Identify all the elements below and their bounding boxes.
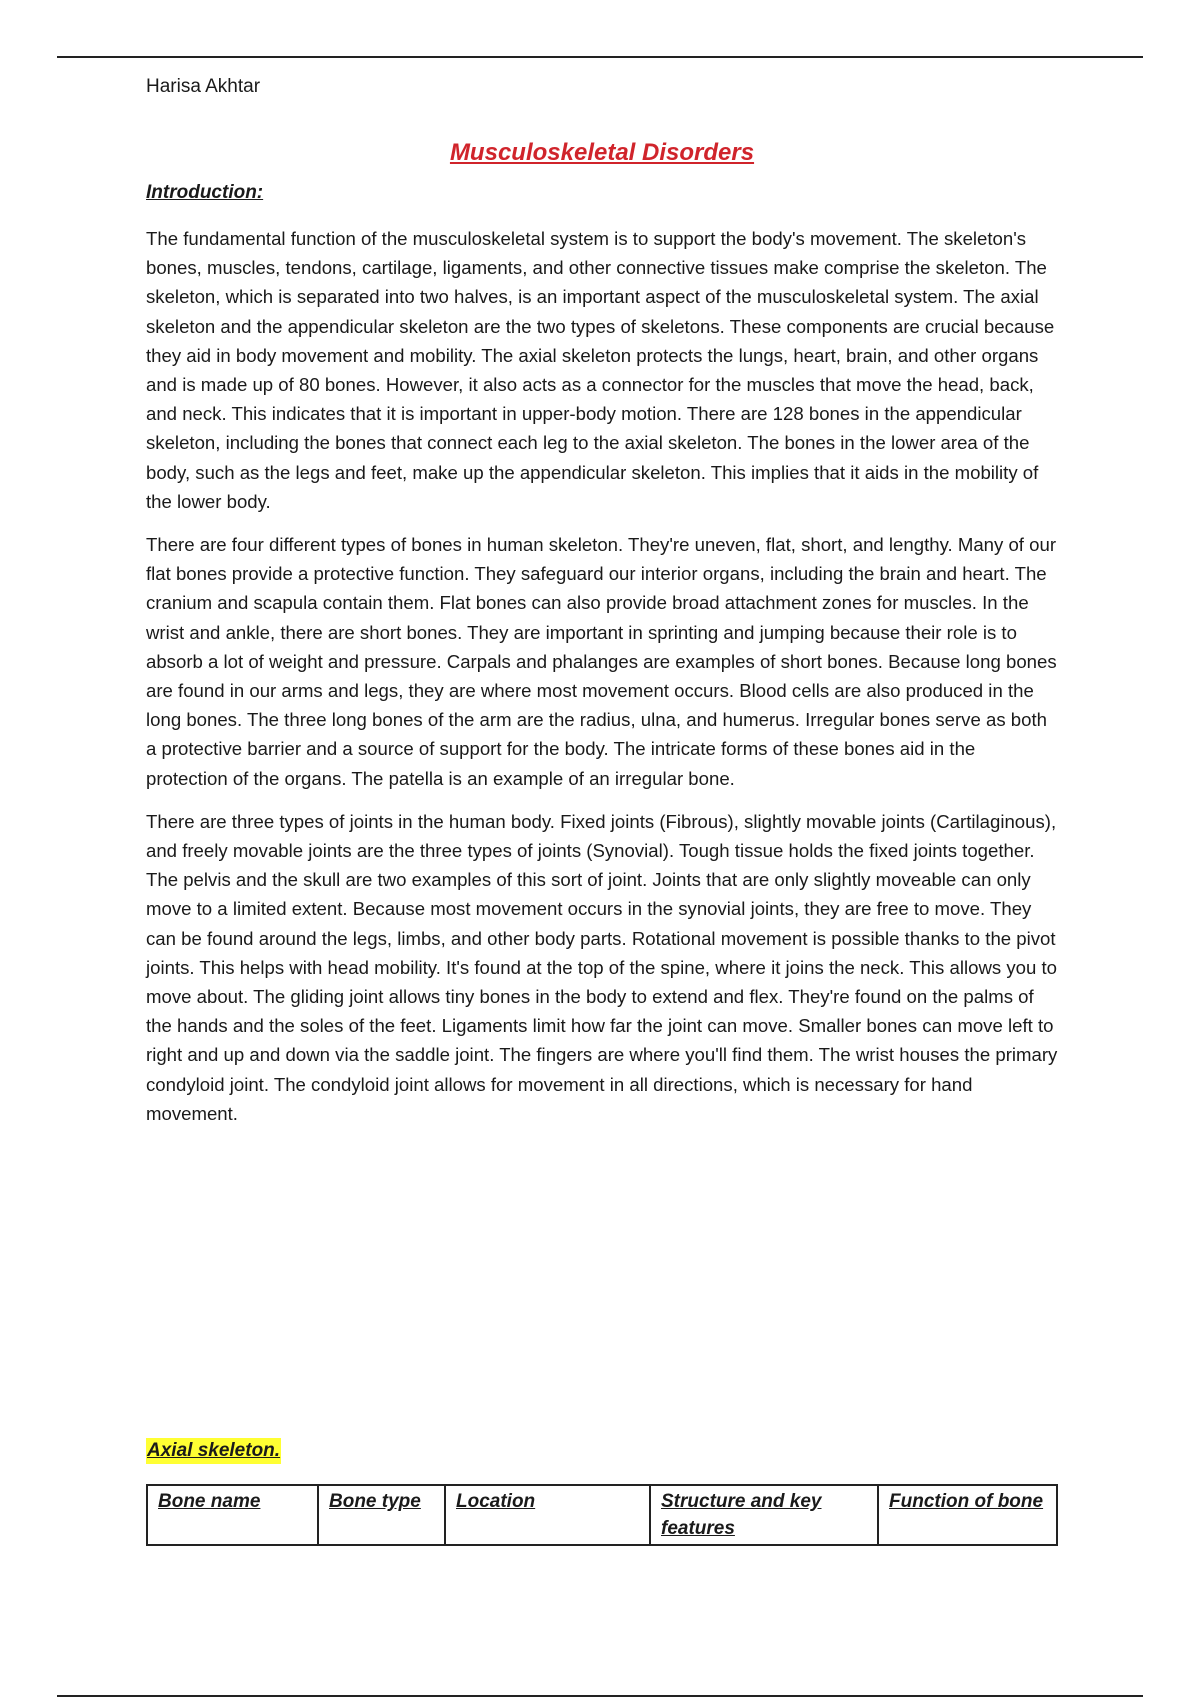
column-header-function: Function of bone	[878, 1485, 1057, 1545]
axial-skeleton-table	[146, 1484, 1058, 1546]
column-header-structure: Structure and key features	[650, 1485, 878, 1545]
top-divider	[57, 56, 1143, 58]
author-name: Harisa Akhtar	[146, 76, 261, 97]
column-header-bone-name: Bone name	[147, 1485, 318, 1545]
paragraph-joint-types: There are three types of joints in the human body. Fixed joints (Fibrous), slightly movable joints (Cartilaginous), and freely movable joints are the three types of joints (Synovial). Tough tissue holds the fixed joints together. The pelvis and the skull are two examples of this sort of joint. Joints that are only slightly moveable can only move to a limited extent. Because most movement occurs in the synovial joints, they are free to move. They can be found around the legs, limbs, and other body parts. Rotational movement is possible thanks to the pivot joints. This helps with head mobility. It's found at the top of the spine, where it joins the neck. This allows you to move about. The gliding joint allows tiny bones in the body to extend and flex. They're found on the palms of the hands and the soles of the feet. Ligaments limit how far the joint can move. Smaller bones can move left to right and up and down via the saddle joint. The fingers are where you'll find them. The wrist houses the primary condyloid joint. The condyloid joint allows for movement in all directions, which is necessary for hand movement.	[146, 810, 1058, 1124]
bottom-divider	[57, 1695, 1143, 1697]
column-header-bone-type: Bone type	[318, 1485, 445, 1545]
column-header-location: Location	[445, 1485, 650, 1545]
introduction-heading: Introduction:	[146, 182, 264, 203]
document-body	[146, 70, 1058, 1128]
axial-skeleton-heading: Axial skeleton.	[146, 1438, 281, 1464]
document-title: Musculoskeletal Disorders	[449, 139, 755, 166]
table-header-row	[147, 1485, 1057, 1545]
paragraph-skeleton-overview: The fundamental function of the musculoskeletal system is to support the body's movement. The skeleton's bones, muscles, tendons, cartilage, ligaments, and other connective tissues make comprise the skeleton. The skeleton, which is separated into two halves, is an important aspect of the musculoskeletal system. The axial skeleton and the appendicular skeleton are the two types of skeletons. These components are crucial because they aid in body movement and mobility. The axial skeleton protects the lungs, heart, brain, and other organs and is made up of 80 bones. However, it also acts as a connector for the muscles that move the head, back, and neck. This indicates that it is important in upper-body motion. There are 128 bones in the appendicular skeleton, including the bones that connect each leg to the axial skeleton. The bones in the lower area of the body, such as the legs and feet, make up the appendicular skeleton. This implies that it aids in the mobility of the lower body.	[146, 228, 1055, 512]
paragraph-bone-types: There are four different types of bones in human skeleton. They're uneven, flat, short, and lengthy. Many of our flat bones provide a protective function. They safeguard our interior organs, including the brain and heart. The cranium and scapula contain them. Flat bones can also provide broad attachment zones for muscles. In the wrist and ankle, there are short bones. They are important in sprinting and jumping because their role is to absorb a lot of weight and pressure. Carpals and phalanges are examples of short bones. Because long bones are found in our arms and legs, they are where most movement occurs. Blood cells are also produced in the long bones. The three long bones of the arm are the radius, ulna, and humerus. Irregular bones serve as both a protective barrier and a source of support for the body. The intricate forms of these bones aid in the protection of the organs. The patella is an example of an irregular bone.	[146, 534, 1057, 789]
